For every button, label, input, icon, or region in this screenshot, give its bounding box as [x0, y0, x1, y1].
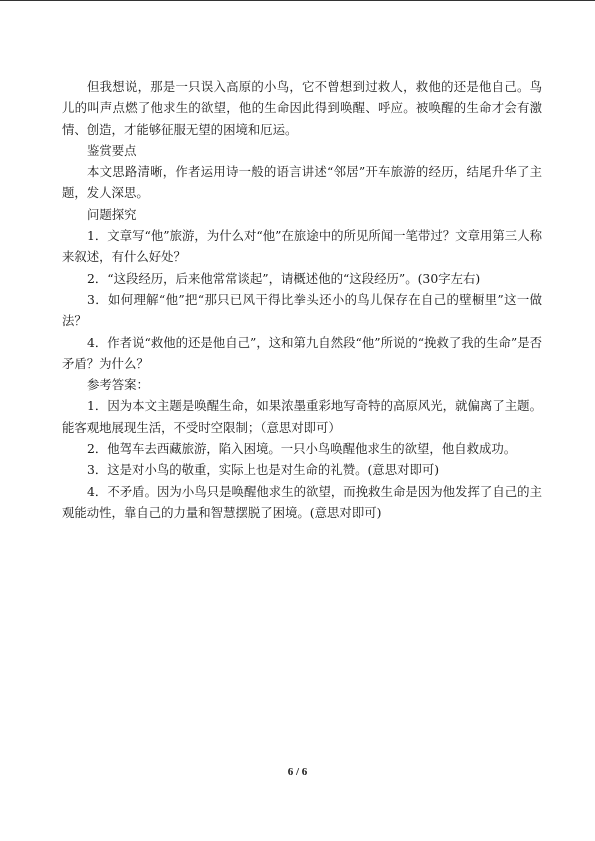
- section-heading-answers: 参考答案：: [87, 377, 149, 393]
- page-number: 6 / 6: [287, 766, 308, 778]
- answer-1: 1．因为本文主题是唤醒生命，如果浓墨重彩地写奇特的高原风光，就偏离了主题。能客观地展现生活，不受时空限制；（意思对即可）: [62, 398, 542, 435]
- question-1: 1．文章写“他”旅游，为什么对“他”在旅途中的所见所闻一笔带过？文章用第三人称来叙述，有什么好处？: [62, 228, 542, 265]
- paragraph-conclusion: 但我想说，那是一只误入高原的小鸟，它不曾想到过救人，救他的还是他自己。鸟儿的叫声点燃了他求生的欲望，他的生命因此得到唤醒、呼应。被唤醒的生命才会有激情、创造，才能够征服无望的困境和厄运。: [62, 79, 542, 137]
- paragraph-appreciation: 本文思路清晰，作者运用诗一般的语言讲述“邻居”开车旅游的经历，结尾升华了主题，发人深思。: [62, 164, 542, 201]
- answer-4: 4．不矛盾。因为小鸟只是唤醒他求生的欲望，而挽救生命是因为他发挥了自己的主观能动性，靠自己的力量和智慧摆脱了困境。(意思对即可): [62, 483, 542, 520]
- section-heading-questions: 问题探究: [87, 206, 137, 222]
- header-rule: [0, 0, 595, 1]
- document-body: [62, 76, 542, 523]
- question-3: 3．如何理解“他”把“那只已风干得比拳头还小的鸟儿保存在自己的壁橱里”这一做法？: [62, 291, 542, 329]
- question-4: 4．作者说“救他的还是他自己”，这和第九自然段“他”所说的“挽救了我的生命”是否矛盾？为什么？: [62, 334, 542, 371]
- answer-3: 3．这是对小鸟的敬重，实际上也是对生命的礼赞。(意思对即可): [87, 462, 440, 478]
- section-heading-appreciation: 鉴赏要点: [87, 142, 137, 158]
- question-2: 2．“这段经历，后来他常常谈起”，请概述他的“这段经历”。(30字左右): [87, 270, 481, 286]
- answer-2: 2．他驾车去西藏旅游，陷入困境。一只小鸟唤醒他求生的欲望，他自救成功。: [87, 441, 517, 457]
